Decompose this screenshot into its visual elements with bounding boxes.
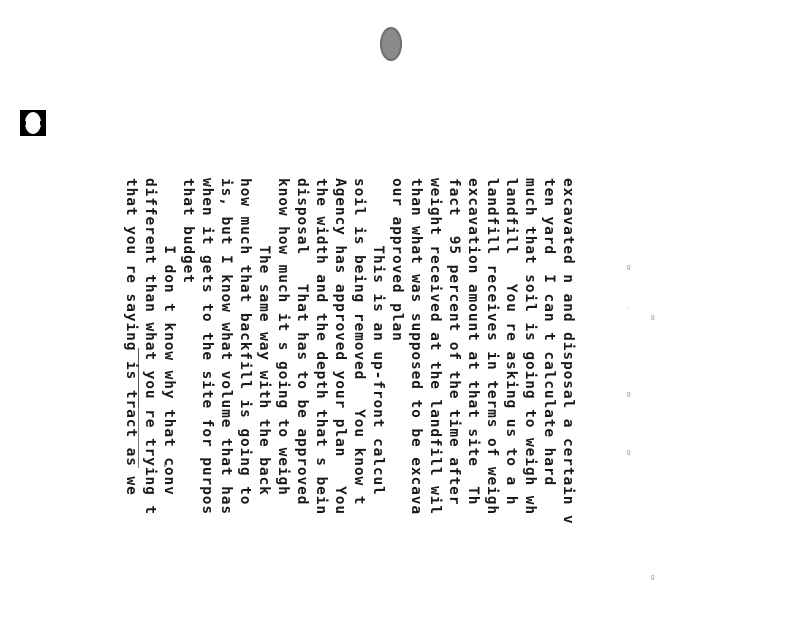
- text-line: landfill You re asking us to a h: [503, 178, 519, 506]
- text-line: excavation amount at that site Th: [465, 178, 481, 506]
- text-line: Agency has approved your plan You: [332, 178, 348, 516]
- scan-speck: º: [650, 575, 656, 585]
- text-line: The same way with the back: [256, 178, 272, 496]
- text-line: fact 95 percent of the time after: [446, 178, 462, 506]
- scan-registration-mark-icon: [20, 110, 46, 136]
- text-line: This is an up-front calcul: [370, 178, 386, 496]
- text-line: that budget: [180, 178, 196, 284]
- text-line: soil is being removed You know t: [351, 178, 367, 506]
- text-line: disposal That has to be approved: [294, 178, 310, 506]
- text-line: different than what you re trying t: [142, 178, 158, 516]
- text-line: the width and the depth that s bein: [313, 178, 329, 516]
- scan-speck: º: [650, 315, 656, 325]
- text-line: I don t know why that conv: [161, 178, 177, 496]
- text-line: excavated n and disposal a certain v: [560, 178, 576, 525]
- text-line: ten yard I can t calculate hard: [541, 178, 557, 487]
- text-line: when it gets to the site for purpos: [199, 178, 215, 516]
- text-line: how much that backfill is going to: [237, 178, 253, 506]
- text-line: is, but I know what volume that has: [218, 178, 234, 516]
- scan-speck: º: [626, 450, 632, 460]
- scan-speck: ·: [626, 305, 630, 312]
- text-line: than what was supposed to be excava: [408, 178, 424, 516]
- transcript-text-block: [123, 178, 577, 618]
- text-line: much that soil is going to weigh wh: [522, 178, 538, 516]
- scan-speck: º: [626, 265, 632, 275]
- text-line: our approved plan: [389, 178, 405, 342]
- text-line: that you re saying is tract as we: [123, 178, 139, 496]
- punch-hole: [380, 27, 402, 61]
- text-line: landfill receives in terms of weigh: [484, 178, 500, 516]
- text-line: know how much it s going to weigh: [275, 178, 291, 496]
- text-line: weight received at the landfill wil: [427, 178, 443, 516]
- scan-speck: º: [626, 392, 632, 402]
